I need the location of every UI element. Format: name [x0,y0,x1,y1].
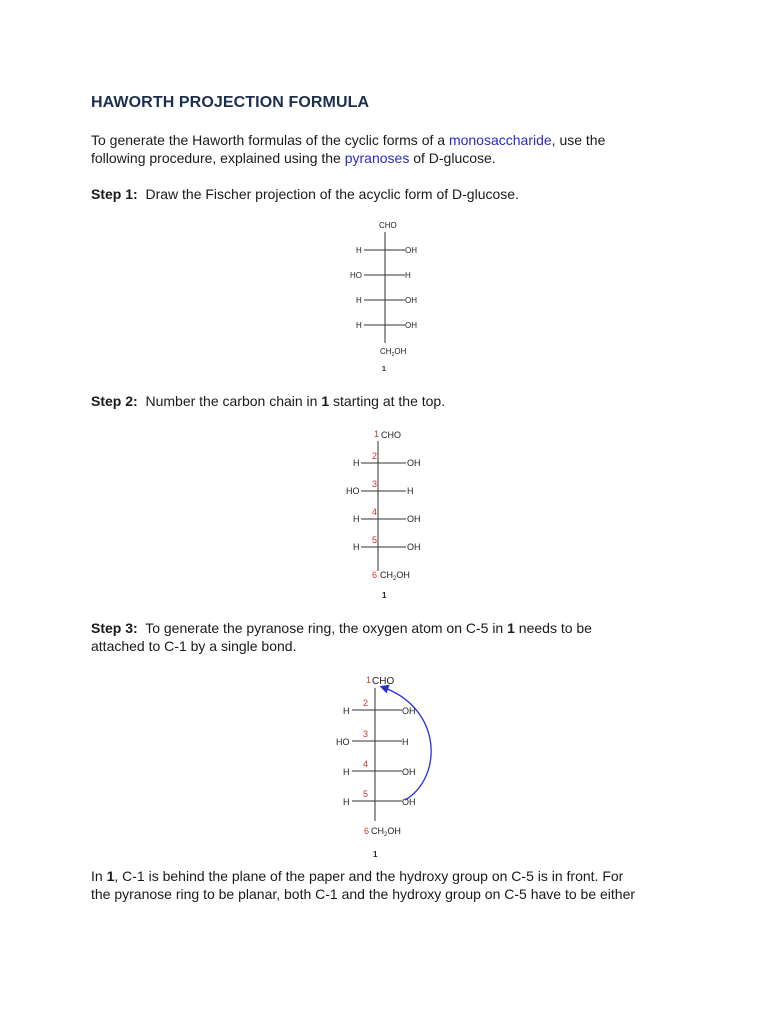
fischer3-row1-left: H [343,706,350,716]
fischer1-row1-left: H [356,246,362,255]
step1-text: Draw the Fischer projection of the acyclic form of D-glucose. [145,186,519,202]
pyranoses-link[interactable]: pyranoses [344,150,410,166]
fischer2-row3-left: H [353,514,360,524]
fischer2-num-2: 2 [372,451,378,461]
fischer2-num-3: 3 [372,479,378,489]
fischer-projection-plain [330,215,450,375]
fischer1-row1-right: OH [405,246,417,255]
fischer1-row2-left: HO [350,271,362,280]
fischer1-top-label: CHO [379,221,397,230]
fischer1-row3-right: OH [405,296,417,305]
closing-bold-number: 1 [106,868,115,884]
step2-text-1: Number the carbon chain in [145,393,322,409]
fischer3-row3-left: H [343,767,350,777]
fischer1-bottom-label: $CH_2OH$ [380,347,407,358]
fischer2-row1-left: H [353,458,360,468]
fischer3-num-2: 2 [363,698,369,708]
fischer-projection-numbered [330,424,450,604]
fischer3-top-label: CHO [372,676,395,687]
fischer2-top-label: CHO [381,430,401,440]
fischer3-num-3: 3 [363,729,369,739]
fischer2-bottom-label: $CH_2OH$ [380,570,410,582]
fischer2-compound-label: 1 [382,591,387,600]
intro-text-1: To generate the Haworth formulas of the cyclic forms of a [91,132,449,148]
fischer3-num-4: 4 [363,759,369,769]
intro-paragraph [91,131,691,167]
fischer2-row4-left: H [353,542,360,552]
fischer3-num-5: 5 [363,789,369,799]
fischer3-row1-right: OH [402,706,416,716]
fischer1-row4-left: H [356,321,362,330]
fischer3-row2-left: HO [336,737,350,747]
fischer2-row3-right: OH [407,514,421,524]
fischer3-num-1: 1 [366,675,372,685]
closing-text-2: , C-1 is behind the plane of the paper and the hydroxy group on C-5 is in front. For [114,868,624,884]
intro-text-3: following procedure, explained using the [91,150,345,166]
step3-bold-number: 1 [507,620,515,636]
intro-text-4: of D-glucose. [409,150,496,166]
fischer2-row1-right: OH [407,458,421,468]
fischer-projection-with-arrow [325,670,455,865]
fischer2-num-4: 4 [372,507,378,517]
closing-text-1: In [91,868,107,884]
fischer3-row3-right: OH [402,767,416,777]
step1-label: Step 1: [91,186,138,202]
step3-label: Step 3: [91,620,138,636]
fischer2-row2-right: H [407,486,414,496]
fischer2-row4-right: OH [407,542,421,552]
fischer3-row4-left: H [343,797,350,807]
step2-text-2: starting at the top. [329,393,446,409]
closing-text-3: the pyranose ring to be planar, both C-1 and the hydroxy group on C-5 have to be either [91,886,636,902]
fischer3-row4-right: OH [402,797,416,807]
fischer1-row4-right: OH [405,321,417,330]
step3-paragraph [91,619,691,655]
fischer3-compound-label: 1 [373,850,378,859]
fischer1-row3-left: H [356,296,362,305]
intro-text-2: , use the [551,132,606,148]
step3-text-1: To generate the pyranose ring, the oxygen atom on C-5 in [145,620,508,636]
fischer3-num-6: 6 [364,826,370,836]
step2-label: Step 2: [91,393,138,409]
fischer2-num-5: 5 [372,535,378,545]
fischer2-num-1: 1 [374,429,380,439]
fischer1-row2-right: H [405,271,411,280]
step3-text-3: attached to C-1 by a single bond. [91,638,297,654]
monosaccharide-link[interactable]: monosaccharide [448,132,552,148]
step2-paragraph [91,392,691,410]
step3-text-2: needs to be [514,620,592,636]
step1-paragraph [91,185,691,203]
step2-bold-number: 1 [321,393,330,409]
closing-paragraph [91,867,691,903]
page-title: HAWORTH PROJECTION FORMULA [91,94,370,111]
fischer3-bottom-label: $CH_2OH$ [371,826,401,838]
fischer2-row2-left: HO [346,486,360,496]
fischer2-num-6: 6 [372,570,378,580]
fischer3-row2-right: H [402,737,409,747]
fischer1-compound-label: 1 [382,366,386,373]
